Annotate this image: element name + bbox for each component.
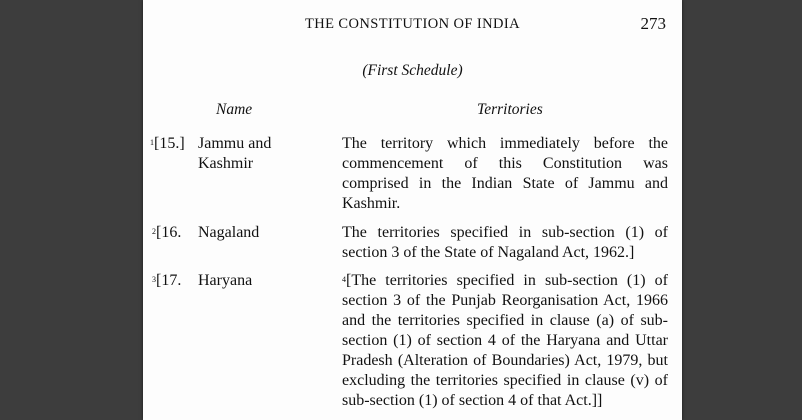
territory-line: Kashmir.	[342, 195, 401, 212]
entry-number	[152, 271, 181, 291]
entry-name	[198, 223, 259, 243]
column-header-name: Name	[216, 101, 253, 118]
entry-name-line: Haryana	[198, 272, 253, 289]
left-background	[0, 0, 143, 420]
entry-name-line: Jammu and	[198, 135, 272, 152]
entry-number-label: [15.]	[154, 135, 185, 152]
territory-line: sub-section (1) of section 4 of that Act.]]	[342, 392, 603, 409]
footnote-marker: 4	[342, 275, 346, 284]
territory-line: section 3 of the Punjab Reorganisation Act, 1966	[342, 292, 668, 309]
entry-name-line: Kashmir	[198, 155, 254, 172]
territory-line: comprised in the Indian State of Jammu and	[342, 175, 668, 192]
territory-line: The territory which immediately before the	[342, 135, 668, 152]
entry-number-label: [17.	[156, 272, 182, 289]
footnote-marker: 1	[150, 138, 154, 147]
document-page	[143, 0, 682, 420]
territory-line: The territories specified in sub-section (1) of	[342, 224, 668, 241]
entry-number-label: [16.	[156, 224, 182, 241]
footnote-marker: 2	[152, 227, 156, 236]
entry-territory	[342, 271, 668, 411]
schedule-title: (First Schedule)	[362, 62, 463, 79]
territory-line-text: [The territories specified in sub-section (1) of	[346, 272, 668, 289]
entry-number	[150, 134, 185, 154]
territory-line: excluding the territories specified in clause (v) of	[342, 372, 668, 389]
territory-line: section (1) of section 4 of the Haryana and Uttar	[342, 332, 668, 349]
running-header: THE CONSTITUTION OF INDIA	[305, 16, 520, 32]
entry-territory	[342, 134, 668, 214]
column-header-territories: Territories	[477, 101, 543, 118]
entry-name-line: Nagaland	[198, 224, 260, 241]
territory-line: and the territories specified in clause (a) of sub-	[342, 312, 668, 329]
entry-number	[152, 223, 181, 243]
entry-name	[198, 134, 271, 174]
right-background	[682, 0, 802, 420]
entry-territory	[342, 223, 668, 263]
territory-line: commencement of this Constitution was	[342, 155, 668, 172]
territory-line	[342, 271, 668, 291]
territory-line: section 3 of the State of Nagaland Act, 1962.]	[342, 244, 635, 261]
entry-name	[198, 271, 252, 291]
page-number: 273	[640, 14, 666, 33]
territory-line: Pradesh (Alteration of Boundaries) Act, 1979, but	[342, 352, 668, 369]
footnote-marker: 3	[152, 275, 156, 284]
